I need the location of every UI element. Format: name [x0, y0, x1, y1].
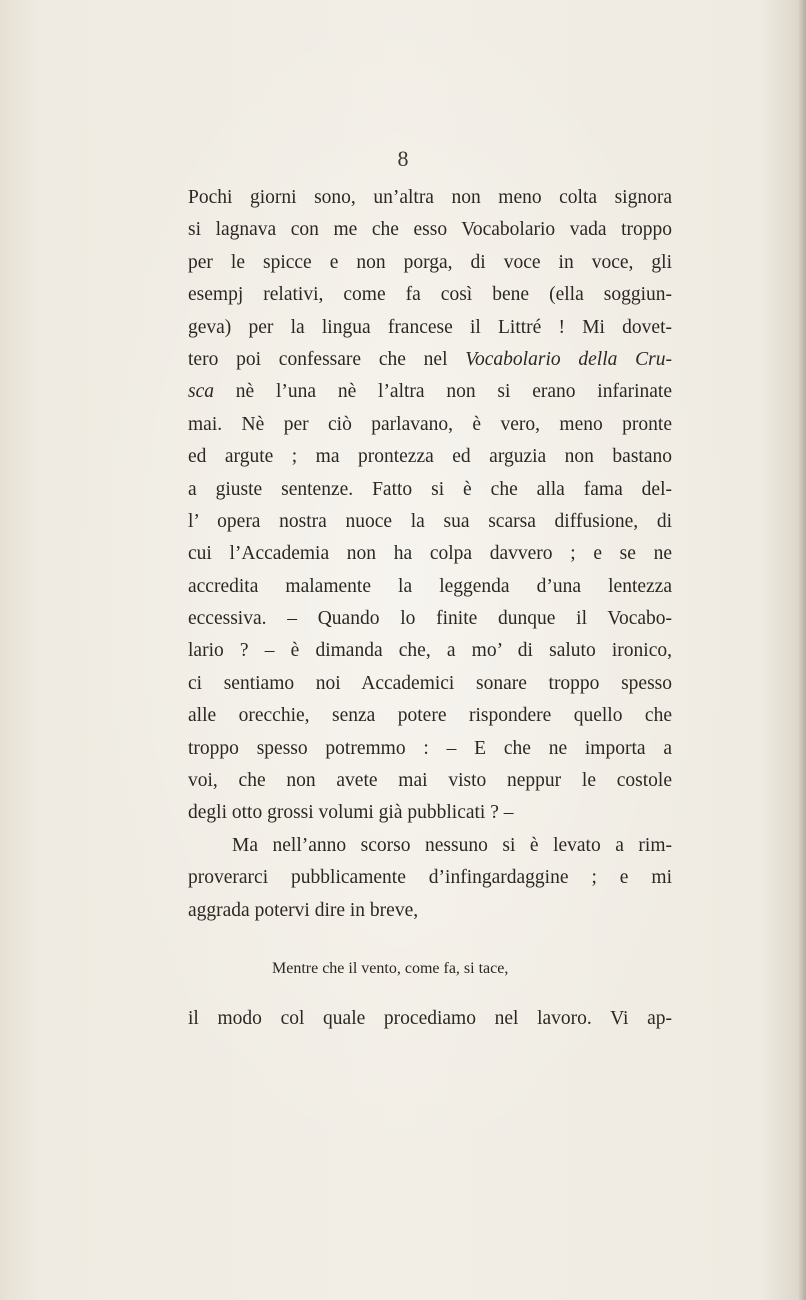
page-number: 8	[397, 146, 409, 171]
text-line: proverarci pubblicamente d’infingardaggine ; e mi	[188, 867, 672, 889]
text-line: l’ opera nostra nuoce la sua scarsa diffusione, di	[188, 510, 672, 532]
body-text	[188, 182, 672, 1035]
text-italic-title: Vocabolario della Cru-	[465, 348, 672, 370]
text-line: si lagnava con me che esso Vocabolario vada troppo	[188, 219, 672, 241]
text-roman: nè l’una nè l’altra non si erano infarinate	[214, 381, 672, 403]
text-line: lario ? – è dimanda che, a mo’ di saluto ironico,	[188, 640, 672, 662]
paragraph-start-line: Ma nell’anno scorso nessuno si è levato a rim-	[232, 834, 672, 856]
text-line: alle orecchie, senza potere rispondere quello che	[188, 705, 672, 727]
text-line: eccessiva. – Quando lo finite dunque il Vocabo-	[188, 608, 672, 630]
text-line	[188, 376, 672, 408]
text-line: a giuste sentenze. Fatto si è che alla fama del-	[188, 478, 672, 500]
text-line: ed argute ; ma prontezza ed arguzia non bastano	[188, 446, 672, 468]
text-line: geva) per la lingua francese il Littré ! Mi dovet-	[188, 316, 672, 338]
paragraph-end-line: degli otto grossi volumi già pubblicati ? –	[188, 802, 514, 824]
text-line: per le spicce e non porga, di voce in voce, gli	[188, 251, 672, 273]
text-line: esempj relativi, come fa così bene (ella soggiun-	[188, 284, 672, 306]
text-italic-title: sca	[188, 381, 214, 403]
page-edge-shadow	[798, 0, 806, 1300]
text-line: cui l’Accademia non ha colpa davvero ; e se ne	[188, 543, 672, 565]
text-line: voi, che non avete mai visto neppur le costole	[188, 770, 672, 792]
text-line: mai. Nè per ciò parlavano, è vero, meno pronte	[188, 413, 672, 435]
text-line: troppo spesso potremmo : – E che ne importa a	[188, 737, 672, 759]
text-line: Pochi giorni sono, un’altra non meno colta signora	[188, 187, 672, 208]
verse-quote: Mentre che il vento, come fa, si tace,	[272, 959, 509, 977]
text-line: ci sentiamo noi Accademici sonare troppo spesso	[188, 672, 672, 694]
text-line: il modo col quale procediamo nel lavoro. Vi ap-	[188, 1007, 672, 1029]
text-roman: tero poi confessare che nel	[188, 348, 466, 370]
text-line	[188, 344, 672, 376]
text-line: accredita malamente la leggenda d’una lentezza	[188, 575, 672, 597]
paragraph-end-line: aggrada potervi dire in breve,	[188, 899, 419, 921]
